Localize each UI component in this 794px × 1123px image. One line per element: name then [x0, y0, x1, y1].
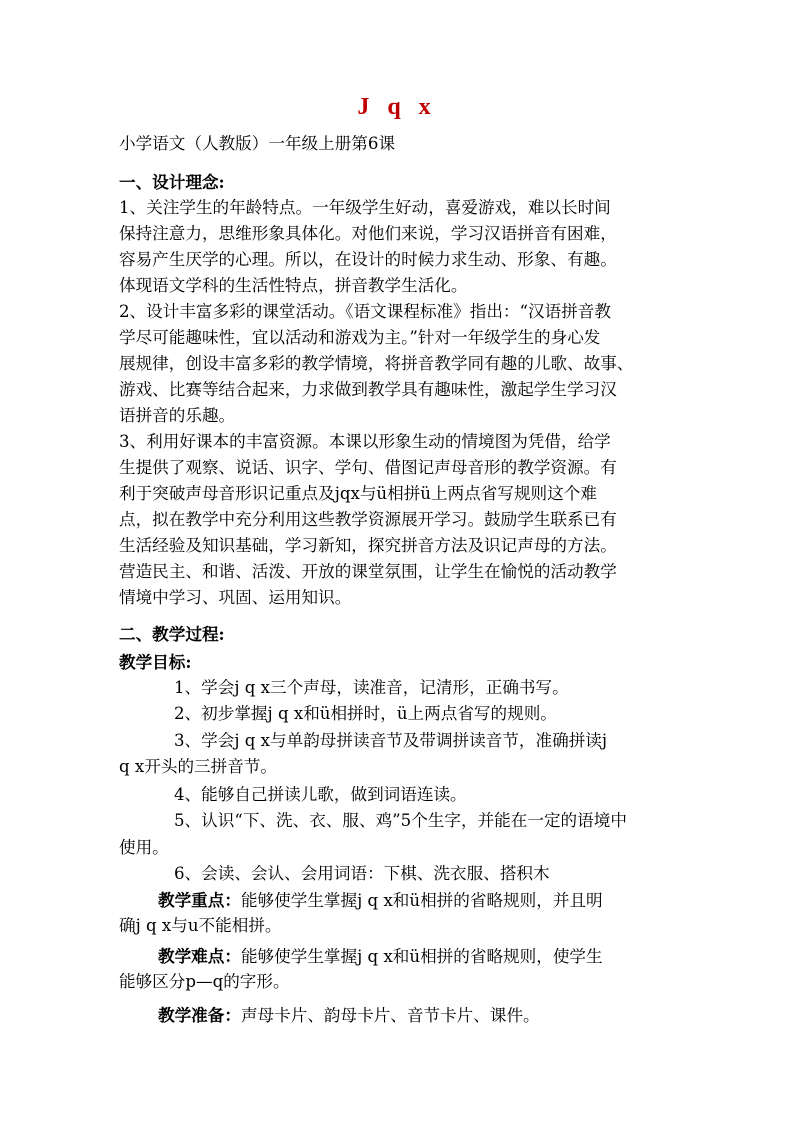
key-point	[158, 888, 603, 913]
goal-item-continued: 使用。	[119, 838, 169, 857]
paragraph-line: 游戏、比赛等结合起来，力求做到教学具有趣味性，激起学生学习汉	[119, 380, 617, 399]
section-heading-process: 二、教学过程:	[119, 624, 225, 644]
paragraph-line: 生提供了观察、说话、识字、学句、借图记声母音形的教学资源。有	[119, 458, 617, 477]
key-point-label: 教学重点：	[158, 890, 241, 910]
section-heading-design: 一、设计理念:	[119, 172, 225, 192]
paragraph-line: 点，拟在教学中充分利用这些教学资源展开学习。鼓励学生联系已有	[119, 510, 617, 529]
goal-item: 6、会读、会认、会用词语：下棋、洗衣服、搭积木	[174, 864, 550, 883]
paragraph-line: 营造民主、和谐、活泼、开放的课堂氛围，让学生在愉悦的活动教学	[119, 562, 617, 581]
preparation-text: 声母卡片、韵母卡片、音节卡片、课件。	[240, 1006, 540, 1025]
paragraph-line: 展规律，创设丰富多彩的教学情境，将拼音教学同有趣的儿歌、故事、	[119, 354, 634, 373]
goal-item: 1、学会j q x三个声母，读准音，记清形，正确书写。	[174, 678, 569, 697]
paragraph-line: 1、关注学生的年龄特点。一年级学生好动，喜爱游戏，难以长时间	[119, 198, 611, 217]
preparation-label: 教学准备：	[158, 1005, 241, 1025]
difficulty-label: 教学难点：	[158, 946, 241, 966]
paragraph-line: 语拼音的乐趣。	[119, 406, 236, 425]
paragraph-line: 保持注意力，思维形象具体化。对他们来说，学习汉语拼音有困难，	[119, 224, 617, 243]
goals-heading: 教学目标:	[119, 652, 192, 672]
paragraph-line: 容易产生厌学的心理。所以，在设计的时候力求生动、形象、有趣。	[119, 250, 617, 269]
paragraph-line: 2、设计丰富多彩的课堂活动。《语文课程标准》指出：“汉语拼音教	[119, 302, 611, 321]
paragraph-line: 体现语文学科的生活性特点，拼音教学生活化。	[119, 276, 468, 295]
key-point-continued: 确j q x与u不能相拼。	[119, 916, 282, 935]
paragraph-line: 情境中学习、巩固、运用知识。	[119, 588, 352, 607]
preparation	[158, 1003, 540, 1028]
paragraph-line: 生活经验及知识基础，学习新知，探究拼音方法及识记声母的方法。	[119, 536, 617, 555]
goal-item: 2、初步掌握j q x和ü相拼时，ü上两点省写的规则。	[174, 704, 557, 723]
difficulty-text: 能够使学生掌握j q x和ü相拼的省略规则，使学生	[240, 947, 603, 966]
paragraph-line: 3、利用好课本的丰富资源。本课以形象生动的情境图为凭借，给学	[119, 432, 611, 451]
lesson-title: J q x	[357, 94, 437, 120]
subtitle: 小学语文（人教版）一年级上册第6课	[119, 134, 396, 153]
paragraph-line: 学尽可能趣味性，宜以活动和游戏为主。”针对一年级学生的身心发	[119, 328, 601, 347]
key-point-text: 能够使学生掌握j q x和ü相拼的省略规则，并且明	[240, 891, 603, 910]
goal-item: 5、认识“下、洗、衣、服、鸡”5个生字，并能在一定的语境中	[174, 811, 627, 830]
paragraph-line: 利于突破声母音形识记重点及jqx与ü相拼ü上两点省写规则这个难	[119, 484, 597, 503]
difficulty-continued: 能够区分p—q的字形。	[119, 972, 290, 991]
goal-item: 3、学会j q x与单韵母拼读音节及带调拼读音节，准确拼读j	[174, 731, 608, 750]
goal-item-continued: q x开头的三拼音节。	[119, 757, 278, 776]
goal-item: 4、能够自己拼读儿歌，做到词语连读。	[174, 785, 467, 804]
difficulty-point	[158, 944, 603, 969]
